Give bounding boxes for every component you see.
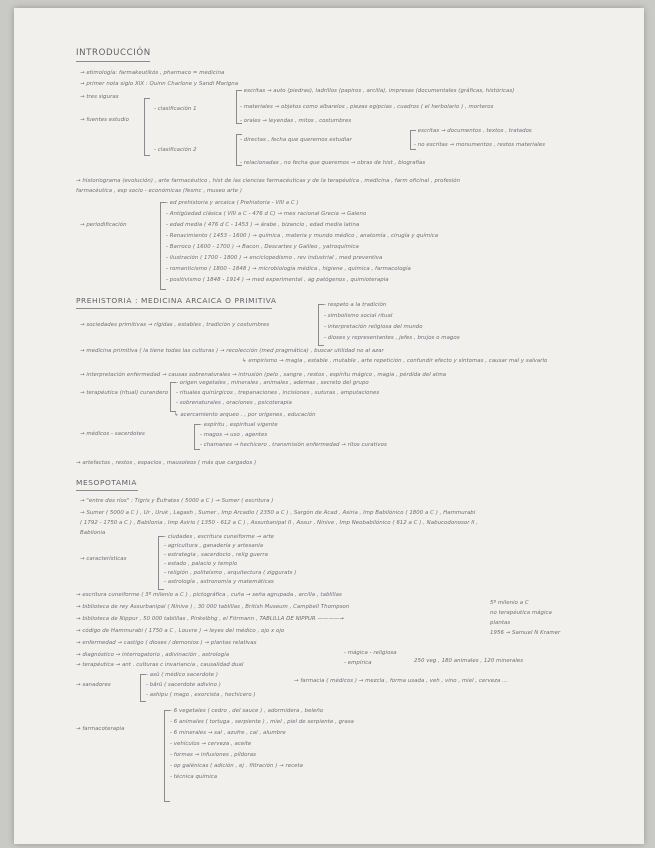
note-line: - bârû ( sacerdote adivino ) <box>146 682 221 688</box>
note-line: - mágica - religiosa <box>344 650 397 656</box>
note-line: - 6 animales ( tortuga , serpiente ) , miel , piel de serpiente , grasa <box>170 719 354 725</box>
note-line: - Barroco ( 1600 - 1700 ) → Bacon , Descartes y Galileo , yatroquímica <box>166 244 359 250</box>
note-line: - interpretación religiosa del mundo <box>324 324 423 330</box>
note-line: - relacionadas , no fecha que queremos → obras de hist , biografías <box>240 160 426 166</box>
note-line: - directas , fecha que queremos estudiar <box>240 137 352 143</box>
note-line: - Antigüedad clásica ( VIII a C - 476 d C) → mex racional Grecia → Galeno <box>166 211 367 217</box>
note-line: - no escritas → monumentos , restos materiales <box>414 142 545 148</box>
note-line: → biblioteca de Nippur , 50 000 tablillas , Pinkelbhg , el Fitrmann , TABLILLA DE NIPPUR ————→ <box>76 616 344 622</box>
note-line: → primer nota siglo XIX : Quinn Charlone y Sandi Marigna <box>80 81 239 87</box>
note-line: Babilonia <box>80 530 106 536</box>
note-line: - chamanes → hechicero , transmisión enfermedad → ritos curativos <box>200 442 387 448</box>
note-line: - clasificación 1 <box>154 106 197 112</box>
note-line: - simbolismo social ritual <box>324 313 393 319</box>
note-line: → sociedades primitivas → rígidas , estables , tradición y costumbres <box>80 322 270 328</box>
note-line: → médicos - sacerdotes <box>80 431 145 437</box>
note-line: - vehículos → cerveza , aceite <box>170 741 252 747</box>
note-line: → historiograma (evolución) , arte farmacéutico , hist de las ciencias farmacéuticas y de la terapéutica , medicina , farm oficinal , profesión <box>76 178 461 184</box>
note-line: - sobrenaturales , oraciones , psicoterapia <box>176 400 292 406</box>
note-line: 250 veg , 180 animales , 120 minerales <box>414 658 524 664</box>
section-title-mesopotamia: MESOPOTAMIA <box>76 478 138 487</box>
note-line: no terapéutica mágica <box>490 610 552 616</box>
note-line: 5º milenio a C <box>490 600 529 606</box>
note-line: - agricultura , ganadería y artesanía <box>164 543 264 549</box>
note-line: → interpretación enfermedad → causas sobrenaturales → intrusión (pelo , sangre , restos , espíritu mágico , magia , pérdida del alma <box>80 372 447 378</box>
note-line: - ashipu ( mago , exorcista , hechicero ) <box>146 692 256 698</box>
note-line: - origen vegetales , minerales , animales , ademas , secreto del grupo <box>176 380 369 386</box>
note-line: - estado , palacio y templo <box>164 561 238 567</box>
note-line: ↳ acercamiento arqueo . , por orígenes , educación <box>174 412 316 418</box>
note-line: - Renacimiento ( 1453 - 1600 ) → química , materia y mundo médico , anatomía , cirugía y química <box>166 233 439 239</box>
note-line: - ed prehistoria y arcaica ( Prehistoria - VIII a C ) <box>166 200 299 206</box>
note-line: plantas <box>490 620 511 626</box>
note-line: → escritura cuneiforme ( 3º milenio a C ) , pictográfica , cuña → seña agrupada , arcilla , tablillas <box>76 592 342 598</box>
note-line: → farmacoterapia <box>76 726 125 732</box>
note-line: - magos → uso , agentes <box>200 432 268 438</box>
title-underline <box>76 490 138 491</box>
note-line: 1956 → Samuel N Kramer <box>490 630 561 636</box>
note-line: - escritas → documentos , textos , tratados <box>414 128 532 134</box>
brace <box>236 90 242 124</box>
section-title-prehistoria: PREHISTORIA : MEDICINA ARCAICA O PRIMITIVA <box>76 296 277 305</box>
brace <box>410 130 416 150</box>
note-line: - 6 minerales → sal , azufre , cal , alumbre <box>170 730 286 736</box>
note-line: - astrología , astronomía y matemáticas <box>164 579 274 585</box>
note-line: - asû ( médico sacerdote ) <box>146 672 219 678</box>
note-line: → terapéutica → ant . culturas c invariancia , causalidad dual <box>76 662 244 668</box>
note-line: - religión , politeísmo , arquitectura ( ziggurats ) <box>164 570 297 576</box>
note-line: - materiales → objetos como albarelos , piezas egipcias , cuadros ( el herbolario ) , morteros <box>240 104 494 110</box>
note-line: → código de Hammurabi ( 1750 a C , Louvre ) → leyes del médico , ojo x ojo <box>76 628 285 634</box>
note-line: → sanadores <box>76 682 111 688</box>
notes-page <box>14 8 644 844</box>
title-underline <box>76 308 272 309</box>
note-line: - ciudades , escritura cuneiforme → arte <box>164 534 274 540</box>
note-line: - 6 vegetales ( cedro , del sauce ) , adormidera , beleño <box>170 708 324 714</box>
note-line: - romanticismo ( 1800 - 1848 ) → microbiología médica , higiene , química , farmacología <box>166 266 411 272</box>
note-line: - orales → leyendas , mitos , costumbres <box>240 118 352 124</box>
note-line: - formas → infusiones , píldoras <box>170 752 256 758</box>
note-line: - estrategia , sacerdocio , relig guerra <box>164 552 268 558</box>
note-line: → "entre dos ríos" : Tigris y Éufrates ( 5000 a C ) → Sumer ( escritura ) <box>80 498 274 504</box>
note-line: → artefactos , restos , espacios , mausoleos ( más que cargados ) <box>76 460 257 466</box>
note-line: - espíritu , espiritual vigente <box>200 422 278 428</box>
note-line: farmacéutica , esp socio - económicas (fesmc , museo arte ) <box>76 188 243 194</box>
note-line: - técnica química <box>170 774 218 780</box>
note-line: - positivismo ( 1848 - 1914 ) → med experimental , ag patógenos , quimioterapia <box>166 277 389 283</box>
note-line: ↳ empirismo → magia , estable , mutable , arte repetición , confundir efecto y síntomas , causar mal y salvarlo <box>242 358 548 364</box>
note-line: - escritas → auto (piedras), ladrillos (papiros , arcilla), impresas (documentales (gráficas, históricas) <box>240 88 515 94</box>
note-line: → farmacia ( médicos ) → mezcla , forma usada , veh , vino , miel , cerveza ... <box>294 678 508 684</box>
note-line: - ilustración ( 1700 - 1800 ) → enciclopedismo , rev industrial , med preventiva <box>166 255 383 261</box>
title-underline <box>76 61 150 62</box>
note-line: - rituales quirúrgicos , trepanaciones , incisiones , suturas , amputaciones <box>176 390 380 396</box>
note-line: - empírica <box>344 660 372 666</box>
note-line: → enfermedad → castigo ( dioses / demonios ) → plantas relativas <box>76 640 257 646</box>
brace <box>170 382 176 412</box>
note-line: → tres siguras <box>80 94 119 100</box>
note-line: → medicina primitiva ( la tiene todas las culturas ) → recolección (med pragmática) , buscar utilidad no al azar <box>80 348 384 354</box>
note-line: → etimología: farmakeutikós , pharmaco = medicina <box>80 70 225 76</box>
note-line: - respeto a la tradición <box>324 302 387 308</box>
note-line: → características <box>80 556 127 562</box>
note-line: → Sumer ( 5000 a C ) , Ur , Uruk , Lagash , Sumer , Imp Arcadio ( 2350 a C ) , Sargón de Acad , Asiria , Imp Babilónico ( 1800 a C ) , Hammurabi <box>80 510 476 516</box>
note-line: ( 1792 - 1750 a C ) , Babilonia , Imp Asirio ( 1350 - 612 a C ) , Assurbanipal II , Assur , Nínive , Imp Neobabilónico ( 612 a C ) , Nabucodonosor II , <box>80 520 479 526</box>
note-line: - op galénicas ( adición , ej . filtración ) → receta <box>170 763 303 769</box>
note-line: → diagnóstico → interrogatorio , adivinación , astrología <box>76 652 230 658</box>
note-line: - edad media ( 476 d C - 1453 ) → árabe , bizancio , edad media latina <box>166 222 360 228</box>
note-line: → fuentes estudio <box>80 117 129 123</box>
note-line: → periodificación <box>80 222 127 228</box>
note-line: → biblioteca de rey Assurbanipal ( Nínive ) , 30 000 tablillas , British Museum , Campbell Thompson <box>76 604 350 610</box>
section-title-introduccion: INTRODUCCIÓN <box>76 48 151 58</box>
note-line: - dioses y representantes , jefes , brujos o magos <box>324 335 460 341</box>
brace <box>144 98 150 156</box>
note-line: → terapéutica (ritual) curandero <box>80 390 169 396</box>
note-line: - clasificación 2 <box>154 147 197 153</box>
